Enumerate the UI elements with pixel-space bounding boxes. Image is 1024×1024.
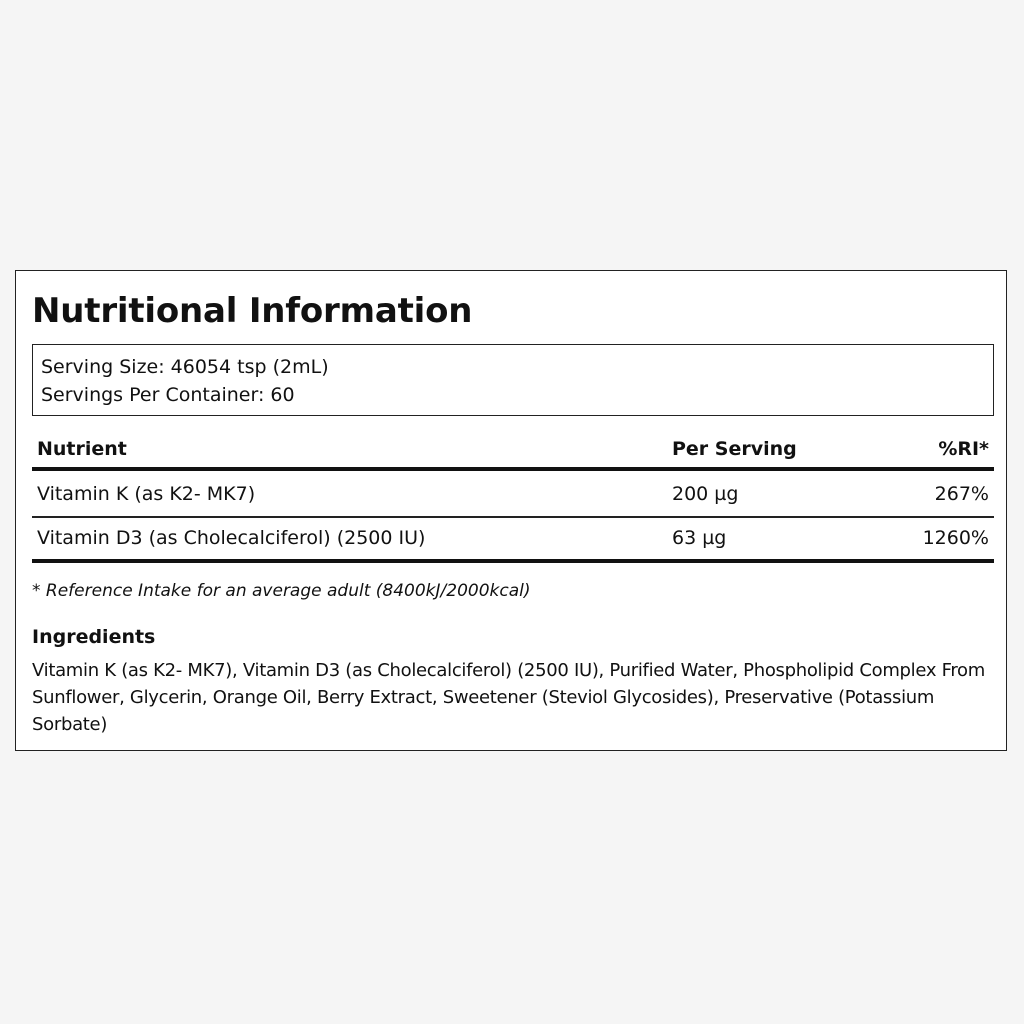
table-row	[32, 518, 994, 559]
panel-title: Nutritional Information	[32, 291, 473, 331]
servings-per-container: Servings Per Container: 60	[41, 384, 295, 406]
nutrient-name: Vitamin K (as K2- MK7)	[37, 483, 256, 505]
serving-info-box	[32, 344, 994, 416]
ingredients-text: Vitamin K (as K2- MK7), Vitamin D3 (as Cholecalciferol) (2500 IU), Purified Water, Phospholipid Complex From Sunflower, Glycerin, Orange Oil, Berry Extract, Sweetener (Steviol Glycosides), Preservative (Potassium Sorbate)	[32, 660, 986, 735]
reference-footnote: * Reference Intake for an average adult (8400kJ/2000kcal)	[32, 581, 531, 601]
header-nutrient: Nutrient	[37, 438, 127, 460]
header-per-serving: Per Serving	[672, 438, 797, 460]
nutrition-panel	[15, 270, 1007, 751]
nutrient-table	[32, 431, 994, 563]
nutrient-ri: 267%	[934, 483, 989, 505]
nutrient-amount: 63 µg	[672, 526, 727, 549]
table-bottom-divider	[32, 559, 994, 563]
serving-size: Serving Size: 46054 tsp (2mL)	[41, 356, 329, 378]
table-header-row	[32, 431, 994, 467]
table-row	[32, 471, 994, 516]
nutrient-ri: 1260%	[922, 526, 989, 549]
header-ri: %RI*	[938, 438, 989, 460]
ingredients-heading: Ingredients	[32, 626, 156, 648]
nutrient-amount: 200 µg	[672, 483, 739, 505]
nutrient-name: Vitamin D3 (as Cholecalciferol) (2500 IU)	[37, 526, 426, 549]
